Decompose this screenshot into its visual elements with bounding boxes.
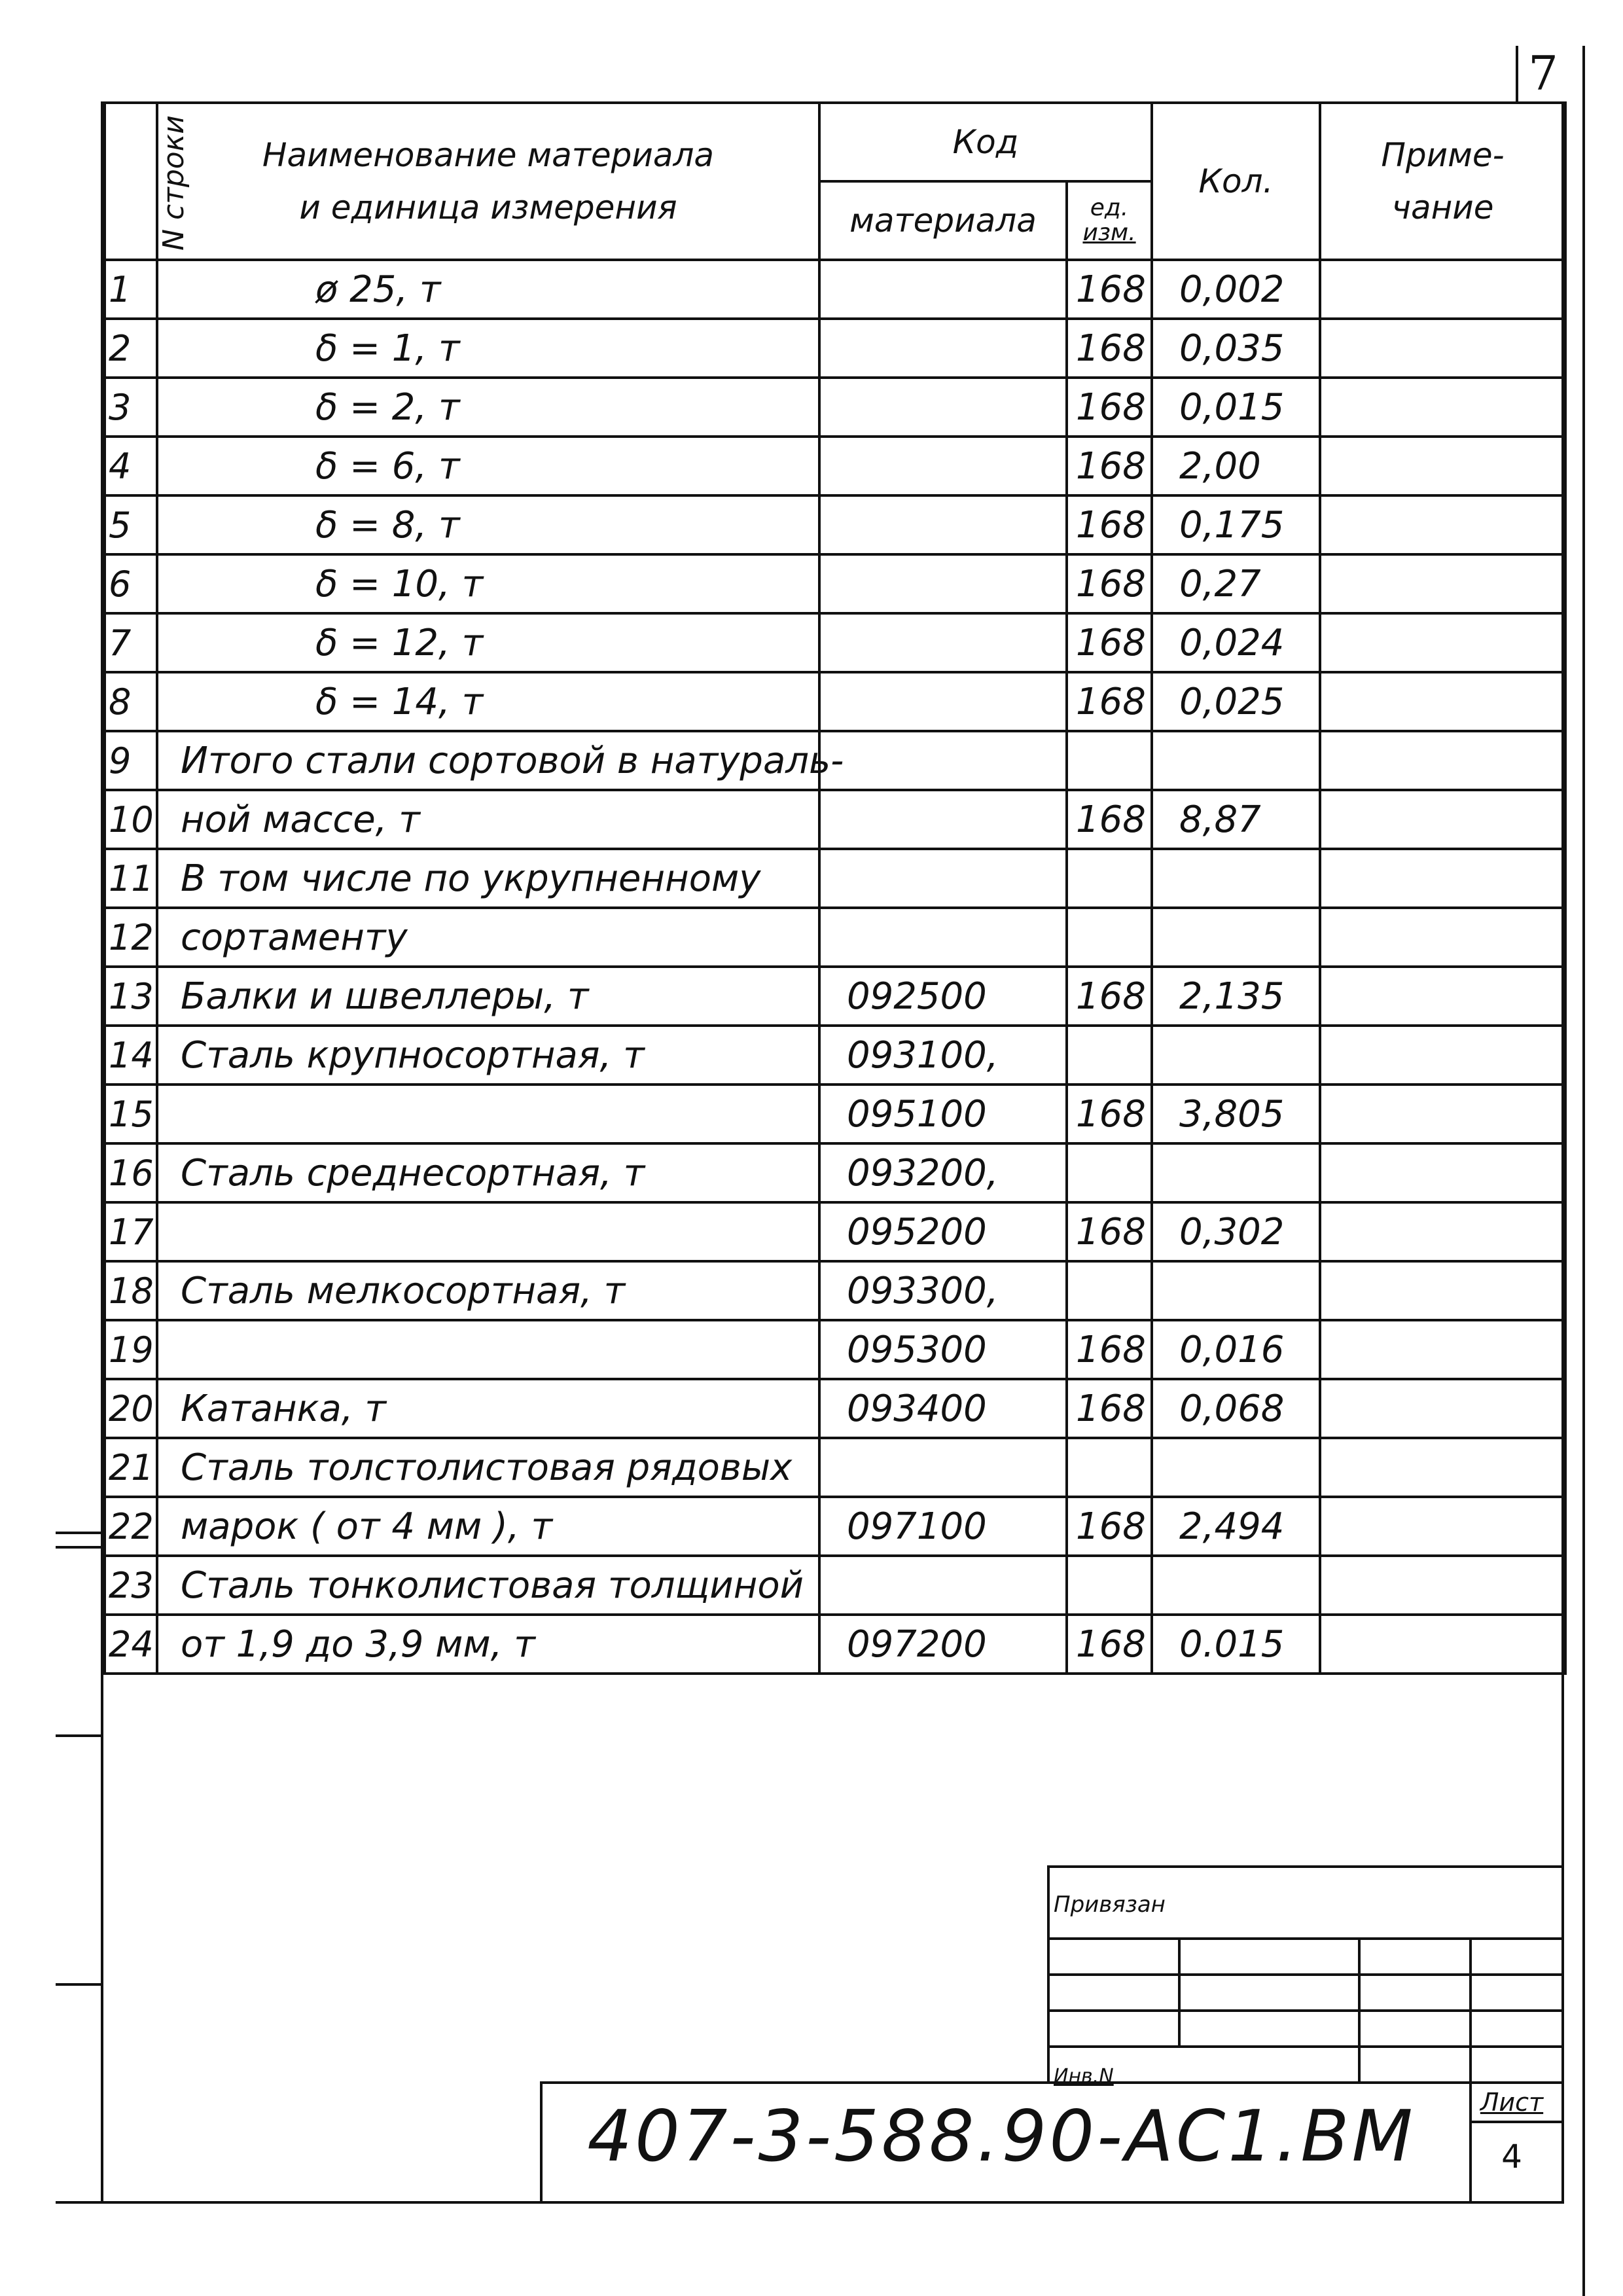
note-cell	[1320, 967, 1565, 1026]
unit-code-cell: 168	[1067, 495, 1152, 554]
material-name-cell: δ = 2, т	[157, 378, 819, 437]
quantity-cell: 3,805	[1152, 1085, 1320, 1143]
note-cell	[1320, 672, 1565, 731]
titleblock-row-2	[1047, 1973, 1564, 1976]
row-number-cell: 14	[105, 1026, 157, 1085]
note-cell	[1320, 437, 1565, 495]
titleblock-col-2	[1358, 1937, 1361, 2081]
material-name-header	[157, 103, 819, 260]
inventory-number-label: Инв.N	[1054, 2065, 1114, 2088]
page-number: 7	[1528, 46, 1558, 101]
table-row	[105, 672, 1565, 731]
quantity-cell: 0,302	[1152, 1202, 1320, 1261]
unit-code-cell: 168	[1067, 672, 1152, 731]
sheetbox-divider	[1469, 2121, 1564, 2123]
unit-code-cell: 168	[1067, 1615, 1152, 1674]
row-number-cell: 9	[105, 731, 157, 790]
unit-code-cell	[1067, 1556, 1152, 1615]
row-number-cell: 15	[105, 1085, 157, 1143]
unit-code-header	[1067, 181, 1152, 260]
note-cell	[1320, 378, 1565, 437]
table-row	[105, 908, 1565, 967]
unit-code-cell: 168	[1067, 1202, 1152, 1261]
frame-tick-left-3	[56, 1983, 103, 1986]
row-number-cell: 8	[105, 672, 157, 731]
row-number-cell: 6	[105, 554, 157, 613]
materials-table	[103, 101, 1567, 1675]
table-row	[105, 1556, 1565, 1615]
material-code-cell	[819, 319, 1067, 378]
unit-code-cell: 168	[1067, 260, 1152, 319]
unit-code-cell: 168	[1067, 1497, 1152, 1556]
quantity-cell: 0,035	[1152, 319, 1320, 378]
material-name-cell: Сталь крупносортная, т	[157, 1026, 819, 1085]
note-header-line2: чание	[1391, 188, 1494, 226]
material-name-cell: δ = 12, т	[157, 613, 819, 672]
material-code-cell	[819, 908, 1067, 967]
note-cell	[1320, 908, 1565, 967]
row-number-cell: 5	[105, 495, 157, 554]
row-number-cell: 20	[105, 1379, 157, 1438]
table-row	[105, 731, 1565, 790]
table-row	[105, 1026, 1565, 1085]
table-row	[105, 437, 1565, 495]
material-name-cell: δ = 10, т	[157, 554, 819, 613]
quantity-cell	[1152, 731, 1320, 790]
material-code-cell	[819, 849, 1067, 908]
row-number-cell: 10	[105, 790, 157, 849]
row-number-cell: 12	[105, 908, 157, 967]
material-code-cell: 093100,	[819, 1026, 1067, 1085]
row-number-cell: 18	[105, 1261, 157, 1320]
note-cell	[1320, 1320, 1565, 1379]
material-code-cell	[819, 731, 1067, 790]
material-name-cell: от 1,9 до 3,9 мм, т	[157, 1615, 819, 1674]
unit-code-cell: 168	[1067, 1320, 1152, 1379]
quantity-cell: 0.015	[1152, 1615, 1320, 1674]
table-row	[105, 1261, 1565, 1320]
row-number-cell: 16	[105, 1143, 157, 1202]
unit-code-cell	[1067, 731, 1152, 790]
titleblock-col-1	[1178, 1937, 1181, 2045]
table-row	[105, 1615, 1565, 1674]
quantity-cell: 2,135	[1152, 967, 1320, 1026]
material-name-header-line2: и единица измерения	[299, 188, 677, 226]
material-code-cell	[819, 613, 1067, 672]
quantity-cell: 0,068	[1152, 1379, 1320, 1438]
code-group-header: Код	[819, 103, 1152, 181]
material-name-cell: δ = 8, т	[157, 495, 819, 554]
material-name-cell: ной массе, т	[157, 790, 819, 849]
material-code-cell: 093200,	[819, 1143, 1067, 1202]
note-cell	[1320, 849, 1565, 908]
note-cell	[1320, 260, 1565, 319]
material-name-cell: δ = 6, т	[157, 437, 819, 495]
quantity-cell: 8,87	[1152, 790, 1320, 849]
material-code-cell: 097100	[819, 1497, 1067, 1556]
material-code-cell: 095200	[819, 1202, 1067, 1261]
row-number-cell: 1	[105, 260, 157, 319]
note-header-line1: Приме-	[1381, 136, 1505, 174]
material-code-cell: 092500	[819, 967, 1067, 1026]
row-number-header-text: N строки	[156, 115, 190, 251]
quantity-cell: 0,002	[1152, 260, 1320, 319]
frame-tick-left-1	[56, 1546, 103, 1549]
table-row	[105, 613, 1565, 672]
quantity-cell	[1152, 1026, 1320, 1085]
quantity-cell	[1152, 1261, 1320, 1320]
material-code-cell	[819, 260, 1067, 319]
unit-code-cell	[1067, 1026, 1152, 1085]
materials-table-body	[105, 260, 1565, 1674]
quantity-header: Кол.	[1152, 103, 1320, 260]
material-code-cell	[819, 1438, 1067, 1497]
unit-code-cell	[1067, 849, 1152, 908]
table-row	[105, 790, 1565, 849]
unit-code-cell	[1067, 1438, 1152, 1497]
material-code-cell: 095300	[819, 1320, 1067, 1379]
material-code-cell	[819, 495, 1067, 554]
note-cell	[1320, 1379, 1565, 1438]
table-row	[105, 378, 1565, 437]
unit-code-cell: 168	[1067, 554, 1152, 613]
table-row	[105, 260, 1565, 319]
table-row	[105, 1438, 1565, 1497]
row-number-cell: 7	[105, 613, 157, 672]
material-name-header-line1: Наименование материала	[262, 136, 715, 174]
material-name-cell: Балки и швеллеры, т	[157, 967, 819, 1026]
note-cell	[1320, 1497, 1565, 1556]
material-name-cell: Катанка, т	[157, 1379, 819, 1438]
material-name-cell	[157, 1085, 819, 1143]
material-name-cell	[157, 1202, 819, 1261]
quantity-cell: 2,494	[1152, 1497, 1320, 1556]
material-name-cell: сортаменту	[157, 908, 819, 967]
unit-code-cell: 168	[1067, 790, 1152, 849]
note-cell	[1320, 1026, 1565, 1085]
note-header	[1320, 103, 1565, 260]
table-row	[105, 554, 1565, 613]
table-row	[105, 1143, 1565, 1202]
row-number-cell: 19	[105, 1320, 157, 1379]
note-cell	[1320, 1261, 1565, 1320]
note-cell	[1320, 1615, 1565, 1674]
table-row	[105, 1320, 1565, 1379]
titleblock-col-3	[1469, 1937, 1472, 2081]
quantity-cell	[1152, 908, 1320, 967]
unit-code-cell	[1067, 908, 1152, 967]
row-number-cell: 11	[105, 849, 157, 908]
table-row	[105, 1497, 1565, 1556]
table-row	[105, 1085, 1565, 1143]
material-code-cell: 093400	[819, 1379, 1067, 1438]
codebox-left	[540, 2081, 543, 2202]
material-code-cell	[819, 437, 1067, 495]
material-code-cell: 095100	[819, 1085, 1067, 1143]
sheet-number: 4	[1501, 2138, 1522, 2176]
quantity-cell	[1152, 1438, 1320, 1497]
unit-code-cell: 168	[1067, 378, 1152, 437]
table-row	[105, 495, 1565, 554]
material-code-cell: 093300,	[819, 1261, 1067, 1320]
row-number-cell: 2	[105, 319, 157, 378]
material-code-cell	[819, 1556, 1067, 1615]
note-cell	[1320, 1202, 1565, 1261]
note-cell	[1320, 495, 1565, 554]
unit-code-cell: 168	[1067, 613, 1152, 672]
material-code-cell	[819, 672, 1067, 731]
quantity-cell: 0,015	[1152, 378, 1320, 437]
table-row	[105, 1379, 1565, 1438]
material-name-cell: Сталь толстолистовая рядовых	[157, 1438, 819, 1497]
row-number-cell: 23	[105, 1556, 157, 1615]
row-number-cell: 13	[105, 967, 157, 1026]
material-name-cell: Сталь мелкосортная, т	[157, 1261, 819, 1320]
frame-bottom-border	[56, 2201, 1564, 2204]
material-name-cell: δ = 1, т	[157, 319, 819, 378]
quantity-cell: 0,175	[1152, 495, 1320, 554]
frame-tick-left-4	[56, 1532, 103, 1534]
note-cell	[1320, 319, 1565, 378]
quantity-cell: 0,024	[1152, 613, 1320, 672]
row-number-cell: 22	[105, 1497, 157, 1556]
sheet-label: Лист	[1480, 2088, 1544, 2117]
material-code-cell	[819, 790, 1067, 849]
note-cell	[1320, 1556, 1565, 1615]
note-cell	[1320, 1085, 1565, 1143]
material-name-cell: δ = 14, т	[157, 672, 819, 731]
note-cell	[1320, 613, 1565, 672]
note-cell	[1320, 1143, 1565, 1202]
frame-outer-right-border	[1582, 46, 1585, 2296]
unit-code-cell: 168	[1067, 1085, 1152, 1143]
material-code-cell	[819, 378, 1067, 437]
quantity-cell	[1152, 1143, 1320, 1202]
titleblock-row-1	[1047, 1937, 1564, 1940]
row-number-cell: 21	[105, 1438, 157, 1497]
row-number-cell: 3	[105, 378, 157, 437]
note-cell	[1320, 790, 1565, 849]
material-name-cell: ø 25, т	[157, 260, 819, 319]
table-row	[105, 849, 1565, 908]
table-row	[105, 967, 1565, 1026]
row-number-cell: 4	[105, 437, 157, 495]
attached-label: Привязан	[1054, 1892, 1166, 1918]
material-name-cell: марок ( от 4 мм ), т	[157, 1497, 819, 1556]
codebox-top	[540, 2081, 1564, 2084]
unit-code-cell: 168	[1067, 1379, 1152, 1438]
unit-code-cell	[1067, 1261, 1152, 1320]
note-cell	[1320, 731, 1565, 790]
frame-tick-left-2	[56, 1734, 103, 1737]
material-code-cell: 097200	[819, 1615, 1067, 1674]
material-name-cell: Итого стали сортовой в натураль-	[157, 731, 819, 790]
unit-code-cell: 168	[1067, 437, 1152, 495]
note-cell	[1320, 554, 1565, 613]
titleblock-top	[1047, 1865, 1564, 1868]
quantity-cell	[1152, 1556, 1320, 1615]
titleblock-row-3	[1047, 2009, 1564, 2012]
row-number-cell: 24	[105, 1615, 157, 1674]
quantity-cell: 0,27	[1152, 554, 1320, 613]
unit-code-cell: 168	[1067, 319, 1152, 378]
document-code: 407-3-588.90-АС1.ВМ	[587, 2096, 1416, 2178]
quantity-cell: 0,025	[1152, 672, 1320, 731]
unit-code-cell: 168	[1067, 967, 1152, 1026]
row-number-header	[105, 103, 190, 260]
quantity-cell: 2,00	[1152, 437, 1320, 495]
material-name-cell: Сталь среднесортная, т	[157, 1143, 819, 1202]
unit-code-header-line2: изм.	[1082, 219, 1136, 246]
titleblock-row-4	[1047, 2045, 1564, 2048]
table-row	[105, 319, 1565, 378]
material-name-cell: В том числе по укрупненному	[157, 849, 819, 908]
unit-code-cell	[1067, 1143, 1152, 1202]
quantity-cell: 0,016	[1152, 1320, 1320, 1379]
row-number-cell: 17	[105, 1202, 157, 1261]
material-code-cell	[819, 554, 1067, 613]
material-code-header: материала	[819, 181, 1067, 260]
material-name-cell	[157, 1320, 819, 1379]
unit-code-header-line1: ед.	[1090, 194, 1129, 221]
table-row	[105, 1202, 1565, 1261]
quantity-cell	[1152, 849, 1320, 908]
material-name-cell: Сталь тонколистовая толщиной	[157, 1556, 819, 1615]
note-cell	[1320, 1438, 1565, 1497]
